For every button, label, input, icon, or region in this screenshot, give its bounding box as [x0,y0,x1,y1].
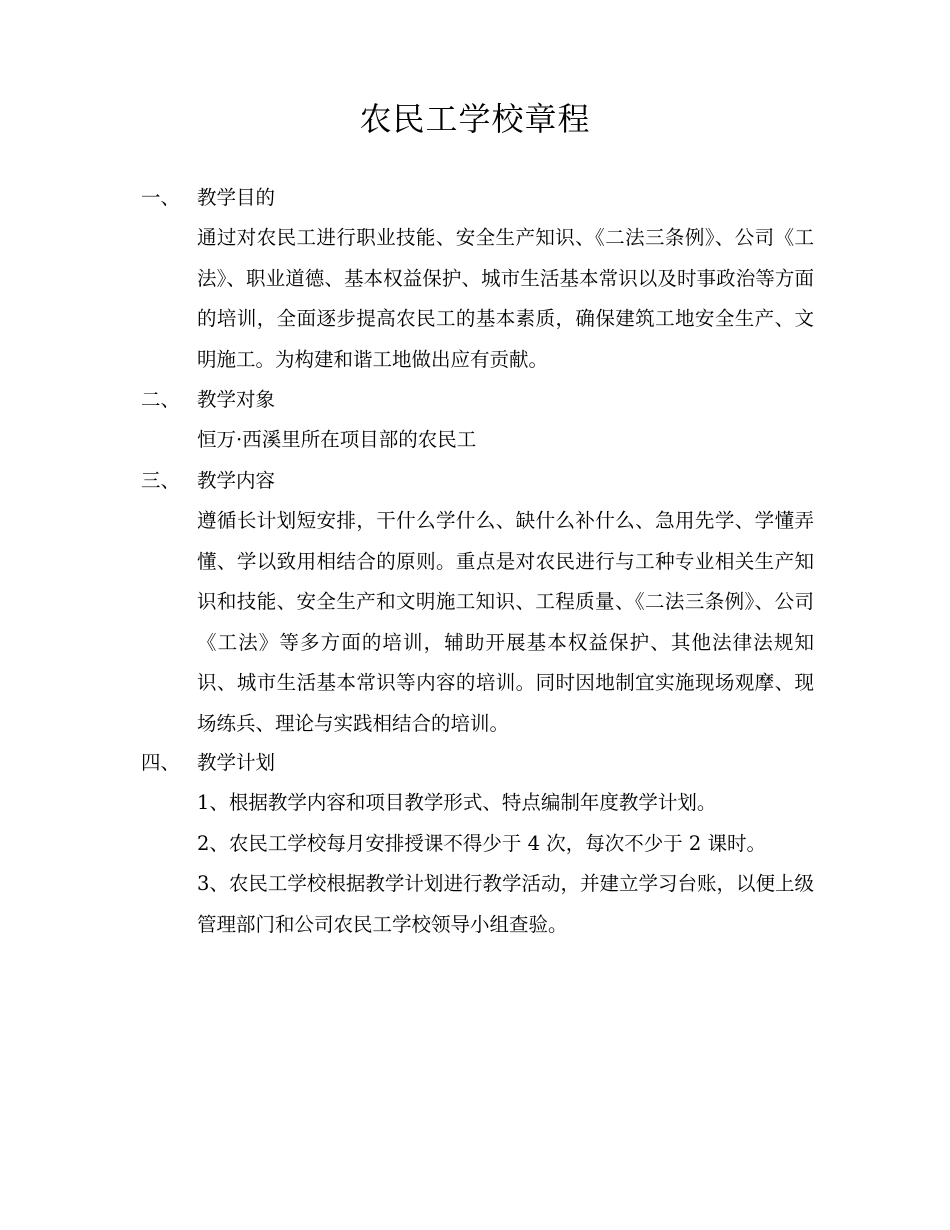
section-heading [0,461,950,501]
section-number: 一、 [141,186,181,209]
section-title: 教学目的 [197,186,276,209]
section-body: 恒万·西溪里所在项目部的农民工 [197,428,477,451]
section-body: 遵循长计划短安排，干什么学什么、缺什么补什么、急用先学、学懂弄懂、学以致用相结合的原则。重点是对农民进行与工种专业相关生产知识和技能、安全生产和文明施工知识、工程质量、《二法三条例》、公司《工法》等多方面的培训，辅助开展基本权益保护、其他法律法规知识、城市生活基本常识等内容的培训。同时因地制宜实施现场观摩、现场练兵、理论与实践相结合的培训。 [197,509,814,735]
section-teaching-content [0,461,950,744]
section-teaching-purpose [0,178,950,380]
plan-item: 3、农民工学校根据教学计划进行教学活动，并建立学习台账，以便上级管理部门和公司农民工学校领导小组查验。 [197,872,814,936]
plan-item: 2、农民工学校每月安排授课不得少于 4 次，每次不少于 2 课时。 [197,831,767,855]
document-title: 农民工学校章程 [359,100,591,138]
section-title: 教学对象 [197,388,276,411]
section-number: 二、 [141,388,181,411]
section-teaching-plan [0,743,950,945]
section-number: 四、 [141,751,181,774]
section-body: 通过对农民工进行职业技能、安全生产知识、《二法三条例》、公司《工法》、职业道德、基本权益保护、城市生活基本常识以及时事政治等方面的培训，全面逐步提高农民工的基本素质，确保建筑工地安全生产、文明施工。为构建和谐工地做出应有贡献。 [197,226,814,371]
section-teaching-target [0,380,950,461]
plan-item: 1、根据教学内容和项目教学形式、特点编制年度教学计划。 [197,791,717,814]
section-heading [0,380,950,420]
section-heading [0,743,950,783]
section-title: 教学计划 [197,751,276,774]
section-title: 教学内容 [197,469,276,492]
section-heading [0,178,950,218]
section-number: 三、 [141,469,181,492]
